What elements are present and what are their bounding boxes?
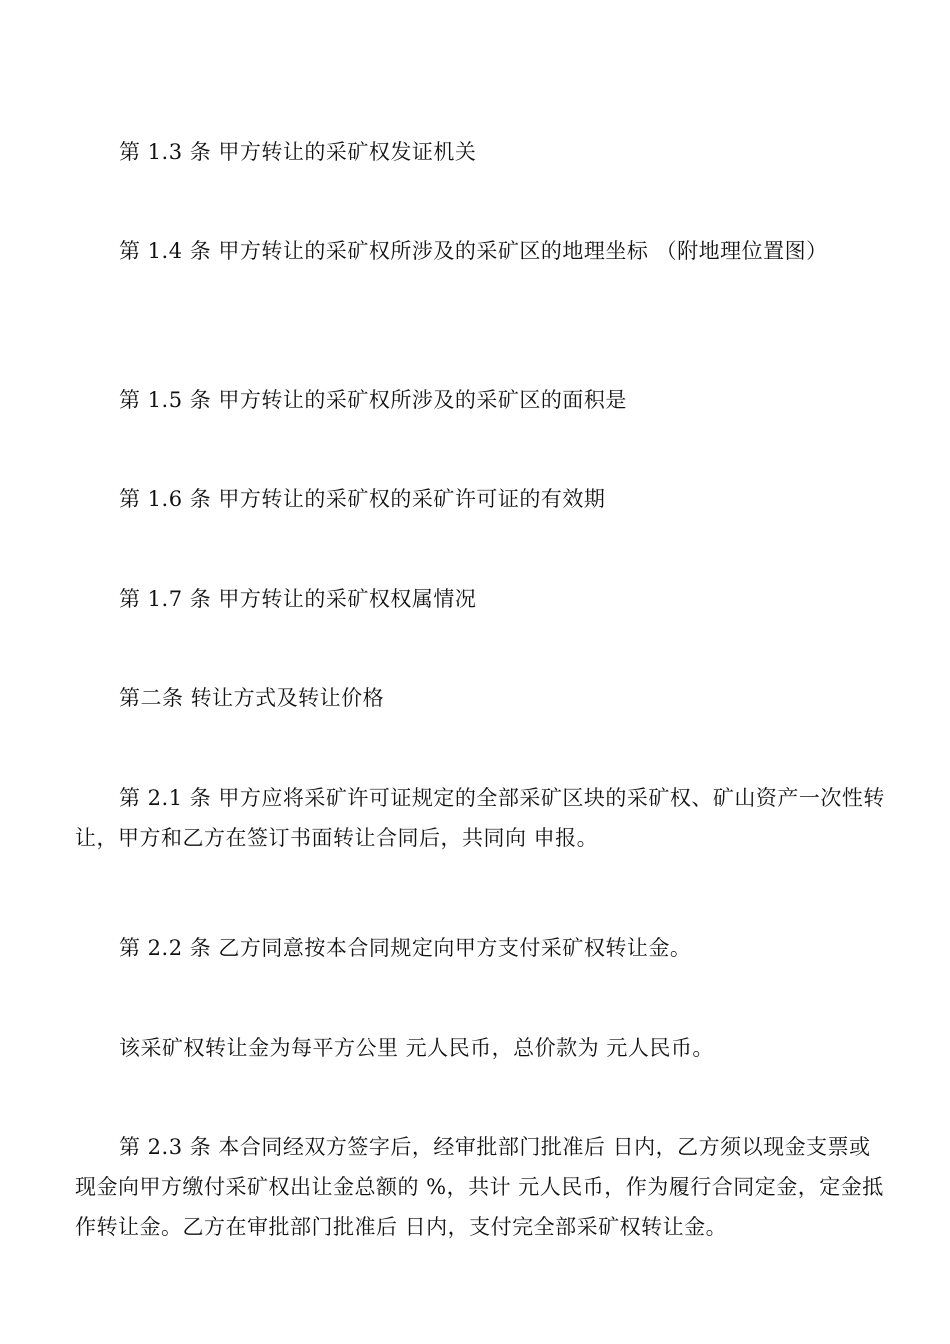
clause-1-6: 第 1.6 条 甲方转让的采矿权的采矿许可证的有效期 bbox=[119, 487, 606, 511]
transfer-fee-line: 该采矿权转让金为每平方公里 元人民币，总价款为 元人民币。 bbox=[119, 1036, 714, 1060]
clause-1-5: 第 1.5 条 甲方转让的采矿权所涉及的采矿区的面积是 bbox=[119, 388, 627, 412]
clause-1-4: 第 1.4 条 甲方转让的采矿权所涉及的采矿区的地理坐标 （附地理位置图） bbox=[119, 239, 828, 263]
clause-1-3: 第 1.3 条 甲方转让的采矿权发证机关 bbox=[119, 140, 477, 164]
clause-2-2: 第 2.2 条 乙方同意按本合同规定向甲方支付采矿权转让金。 bbox=[119, 936, 692, 960]
section-2-heading: 第二条 转让方式及转让价格 bbox=[119, 686, 385, 710]
clause-2-1: 第 2.1 条 甲方应将采矿许可证规定的全部采矿区块的采矿权、矿山资产一次性转让，甲方和乙方在签订书面转让合同后，共同向 申报。 bbox=[75, 786, 885, 850]
clause-1-7: 第 1.7 条 甲方转让的采矿权权属情况 bbox=[119, 587, 477, 611]
clause-2-3: 第 2.3 条 本合同经双方签字后，经审批部门批准后 日内，乙方须以现金支票或现金向甲方缴付采矿权出让金总额的 %，共计 元人民币，作为履行合同定金，定金抵作转让金。乙方在审批部门批准后 日内，支付完全部采矿权转让金。 bbox=[75, 1135, 884, 1239]
